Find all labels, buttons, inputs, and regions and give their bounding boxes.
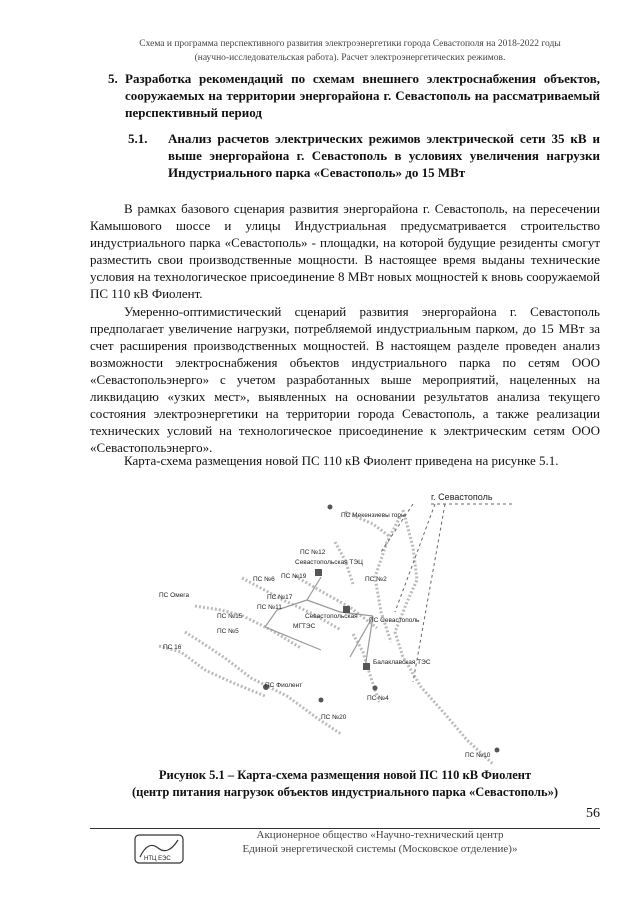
footer-line-1: Акционерное общество «Научно-технический центр — [256, 829, 504, 841]
logo-text: НТЦ ЕЭС — [144, 856, 171, 862]
omega-label: ПС Омега — [159, 592, 190, 599]
ps11-label: ПС №11 — [257, 604, 282, 611]
ps4-marker-icon — [373, 686, 378, 691]
page-number: 56 — [586, 806, 600, 821]
ps6-label: ПС №6 — [253, 576, 275, 583]
tec-label: Севастопольская ТЭЦ — [295, 559, 363, 566]
subsection-heading — [128, 130, 600, 181]
sevastopol-ps-label: ПС Севастополь — [369, 617, 420, 624]
running-header-line-2: (научно-исследовательская работа). Расчет электроэнергетических режимов. — [194, 53, 506, 63]
ps15-label: ПС №15 — [217, 613, 243, 620]
ps20-marker-icon — [319, 698, 324, 703]
balaklava-label: Балаклавская ТЭС — [373, 659, 431, 666]
paragraph-2: Умеренно-оптимистический сценарий развития энергорайона г. Севастополь предполагает увеличение нагрузки, потребляемой индустриальным парком, до 15 МВт за счет расширения производственных мощностей. В настоящем разделе проведен анализ возможности электроснабжения объектов индустриального парка по сетям ООО «Севастопольэнерго» с учетом разработанных выше мероприятий, нацеленных на ликвидацию «узких мест», выявленных на основании результатов анализа текущего состояния электроэнергетики на территории города Севастополь, а также реализации технических условий на технологическое присоединение к электрическим сетям ООО «Севастопольэнерго». — [90, 304, 600, 455]
fiolent-label: ПС Фиолент — [265, 682, 303, 689]
ps17-label: ПС №17 — [267, 594, 293, 601]
figure-caption — [90, 767, 600, 801]
ps10-label: ПС №10 — [465, 752, 491, 759]
ps2-label: ПС №2 — [365, 576, 387, 583]
mgtes-label-1: Севастопольская — [305, 613, 358, 620]
mekenz-label: ПС Мекензиевы горы — [341, 512, 406, 519]
figure-caption-line-1: Рисунок 5.1 – Карта-схема размещения новой ПС 110 кВ Фиолент — [158, 768, 532, 782]
footer-line-2: Единой энергетической системы (Московское отделение)» — [242, 843, 518, 855]
ps4-label: ПС №4 — [367, 695, 389, 702]
coastline-outline — [159, 510, 493, 764]
mgtes-marker-icon — [343, 606, 350, 613]
mgtes-label-2: МГТЭС — [293, 623, 316, 630]
ps10-marker-icon — [495, 748, 500, 753]
ntc-ees-logo — [134, 832, 184, 866]
section-number: 5. — [108, 71, 118, 86]
running-header — [90, 37, 610, 65]
tec-marker-icon — [315, 569, 322, 576]
ps20-label: ПС №20 — [321, 714, 347, 721]
ps16-label: ПС 16 — [163, 644, 182, 651]
section-heading — [108, 70, 600, 121]
substation-map-figure — [145, 482, 525, 772]
balaklava-marker-icon — [363, 663, 370, 670]
paragraph-1: В рамках базового сценария развития энергорайона г. Севастополь, на пересечении Камышового шоссе и улицы Индустриальная предусматривается строительство индустриального парка «Севастополь» - площадки, на которой будущие резиденты смогут разместить свои производственные мощности. В настоящее время выданы технические условия на технологическое присоединение 8 МВт новых мощностей к вновь сооружаемой ПС 110 кВ Фиолент. — [90, 201, 600, 301]
section-title: Разработка рекомендаций по схемам внешнего электроснабжения объектов, сооружаемых на территории энергорайона г. Севастополь на рассматриваемый перспективный период — [125, 71, 600, 120]
figure-caption-line-2: (центр питания нагрузок объектов индустриального парка «Севастополь») — [131, 785, 559, 799]
subsection-number: 5.1. — [128, 131, 148, 146]
paragraph-3: Карта-схема размещения новой ПС 110 кВ Фиолент приведена на рисунке 5.1. — [124, 453, 559, 468]
city-label: г. Севастополь — [431, 492, 493, 502]
map-labels — [159, 492, 493, 759]
running-header-line-1: Схема и программа перспективного развития электроэнергетики города Севастополя на 2018-2022 годы — [139, 39, 561, 49]
ps5-label: ПС №5 — [217, 628, 239, 635]
ps12-label: ПС №12 — [300, 549, 326, 556]
mekenz-marker-icon — [328, 505, 333, 510]
subsection-title: Анализ расчетов электрических режимов электрической сети 35 кВ и выше энергорайона г. Севастополь в условиях увеличения нагрузки Индустриального парка «Севастополь» до 15 МВт — [168, 131, 600, 180]
footer-organization — [215, 828, 545, 856]
ps19-label: ПС №19 — [281, 573, 307, 580]
